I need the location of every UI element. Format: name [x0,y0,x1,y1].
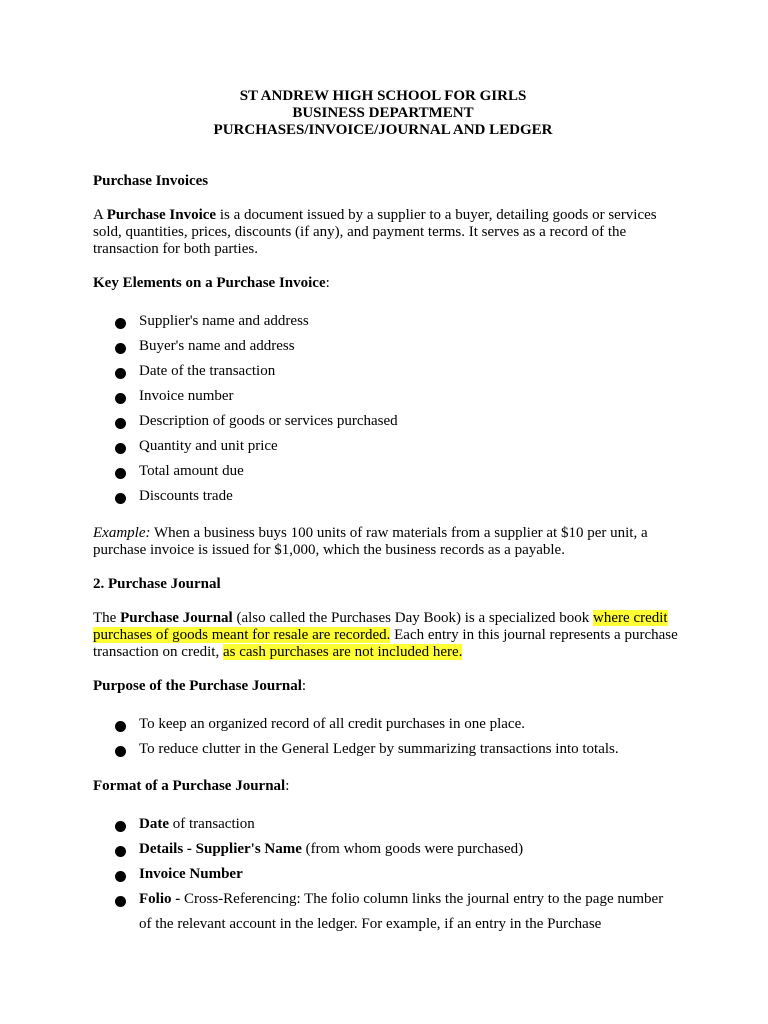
list-item: Invoice Number [93,862,683,887]
list-item: Description of goods or services purchased [93,409,683,434]
bullet-icon [115,318,126,329]
list-item: Total amount due [93,459,683,484]
purpose-list [93,712,683,762]
department-name: BUSINESS DEPARTMENT [292,105,474,121]
bullet-icon [115,418,126,429]
bullet-icon [115,443,126,454]
bullet-icon [115,721,126,732]
list-item: To keep an organized record of all credit purchases in one place. [93,712,683,737]
document-title: PURCHASES/INVOICE/JOURNAL AND LEDGER [213,122,553,138]
list-item: Buyer's name and address [93,334,683,359]
document-header [93,88,673,139]
purchase-invoice-definition: A Purchase Invoice is a document issued by a supplier to a buyer, detailing goods or services sold, quantities, prices, discounts (if any), and payment terms. It serves as a record of the transaction for both parties. [93,207,657,257]
document-page [93,88,683,937]
bullet-icon [115,846,126,857]
bullet-icon [115,746,126,757]
list-item: Quantity and unit price [93,434,683,459]
purchase-journal-definition: The Purchase Journal (also called the Purchases Day Book) is a specialized book where credit purchases of goods meant for resale are recorded. Each entry in this journal represents a purchase transaction on credit, as cash purchases are not included here. [93,610,678,660]
bullet-icon [115,821,126,832]
purpose-heading: Purpose of the Purchase Journal: [93,678,307,694]
section-title-purchase-journal: 2. Purchase Journal [93,576,221,592]
list-item: Date of the transaction [93,359,683,384]
highlighted-text: where credit purchases of goods meant for resale are recorded. [93,610,668,643]
highlighted-text: as cash purchases are not included here. [222,644,463,660]
bullet-icon [115,493,126,504]
school-name: ST ANDREW HIGH SCHOOL FOR GIRLS [239,88,527,104]
bullet-icon [115,468,126,479]
bullet-icon [115,368,126,379]
example-paragraph: Example: When a business buys 100 units of raw materials from a supplier at $10 per unit, a purchase invoice is issued for $1,000, which the business records as a payable. [93,525,648,558]
format-list [93,812,683,937]
list-item: Invoice number [93,384,683,409]
list-item: Supplier's name and address [93,309,683,334]
key-elements-heading: Key Elements on a Purchase Invoice: [93,275,330,291]
list-item: Details - Supplier's Name (from whom goods were purchased) [93,837,683,862]
list-item: Folio - Cross-Referencing: The folio column links the journal entry to the page number of the relevant account in the ledger. For example, if an entry in the Purchase [93,887,683,937]
bullet-icon [115,896,126,907]
list-item: Discounts trade [93,484,683,509]
list-item: To reduce clutter in the General Ledger by summarizing transactions into totals. [93,737,683,762]
format-heading: Format of a Purchase Journal: [93,778,290,794]
bullet-icon [115,871,126,882]
bullet-icon [115,343,126,354]
list-item: Date of transaction [93,812,683,837]
bullet-icon [115,393,126,404]
section-title-purchase-invoices: Purchase Invoices [93,173,209,189]
key-elements-list [93,309,683,509]
